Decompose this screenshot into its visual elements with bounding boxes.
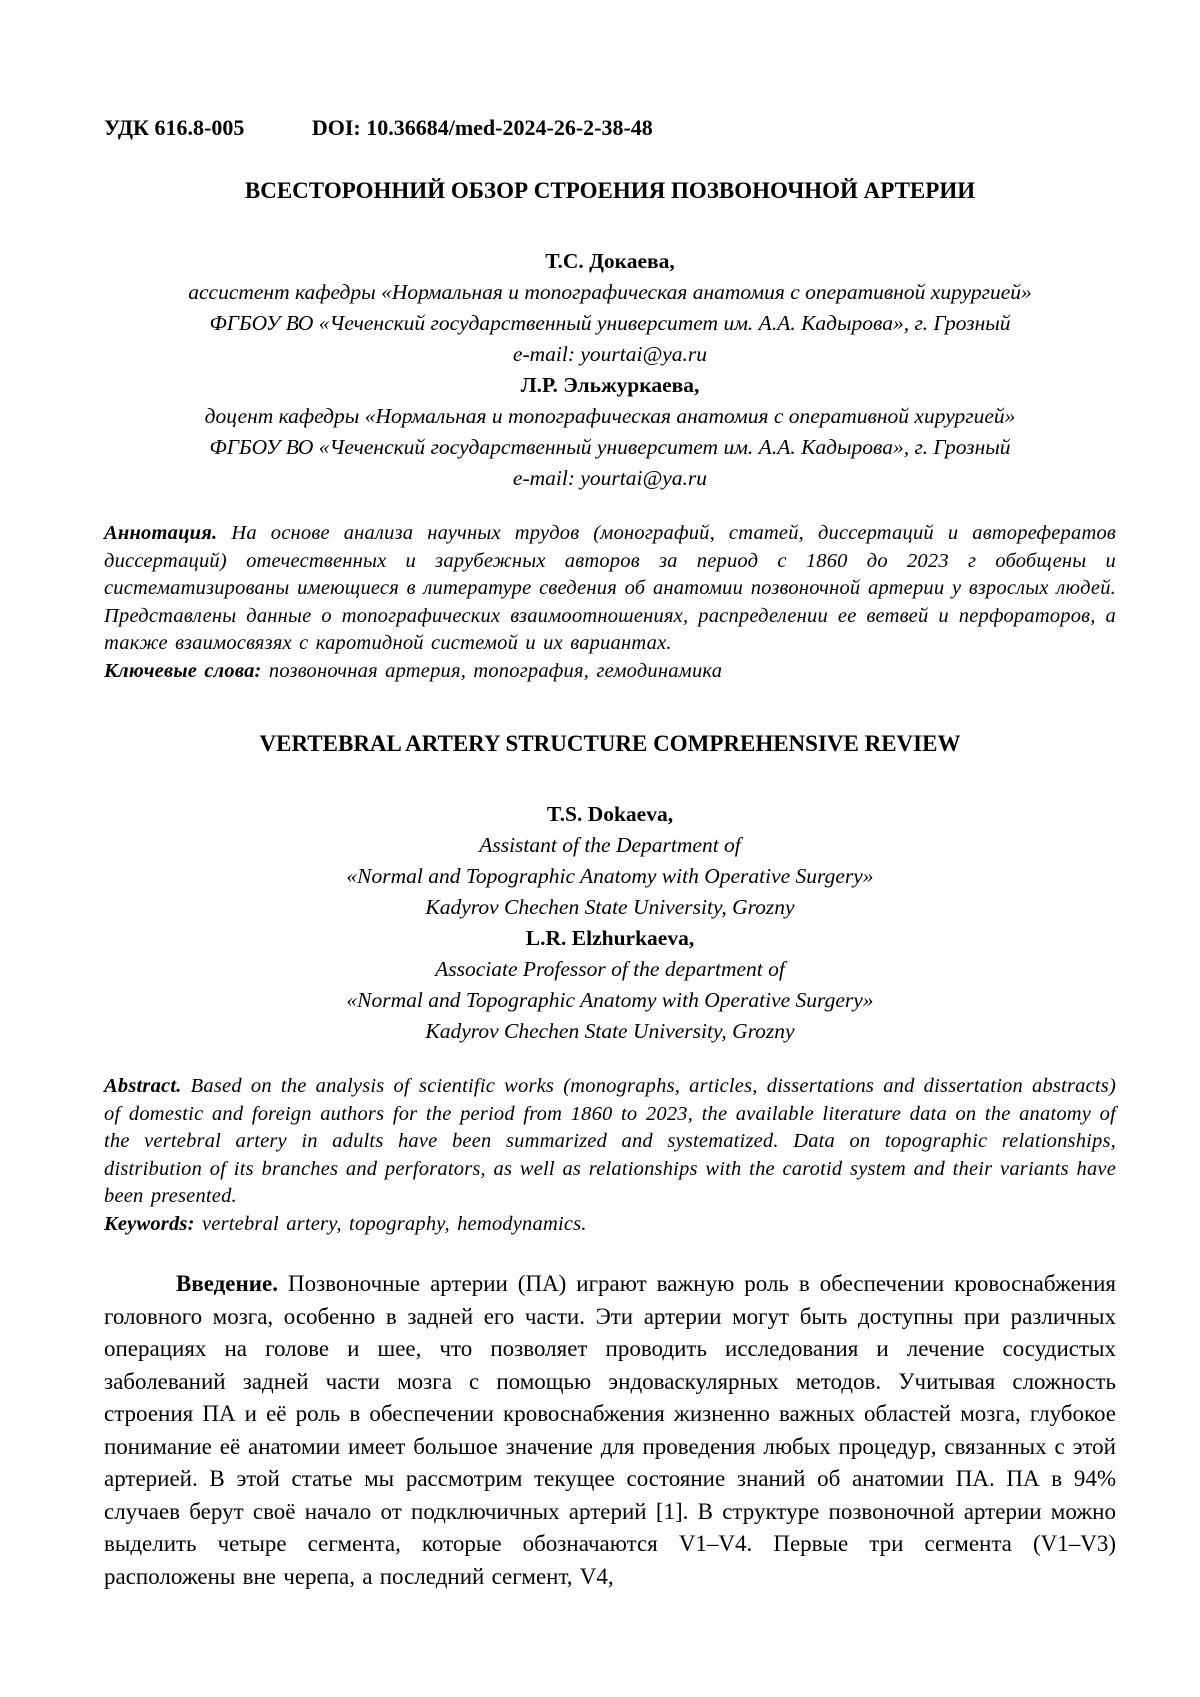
author-ru-1-email: e-mail: yourtai@ya.ru [512, 342, 708, 366]
annotation-ru [104, 520, 1116, 658]
author-ru-1-affiliation: ФГБОУ ВО «Чеченский государственный университет им. А.А. Кадырова», г. Грозный [209, 311, 1011, 335]
author-ru-2-name: Л.Р. Эльжуркаева, [520, 373, 700, 397]
author-en-2-name: L.R. Elzhurkaeva, [525, 926, 695, 950]
udc-doi-row [104, 116, 1116, 140]
keywords-ru-text: позвоночная артерия, топография, гемодинамика [268, 659, 723, 682]
author-ru-2-role: доцент кафедры «Нормальная и топографическая анатомия с оперативной хирургией» [204, 404, 1016, 428]
abstract-en [104, 1073, 1116, 1211]
title-en: VERTEBRAL ARTERY STRUCTURE COMPREHENSIVE REVIEW [259, 731, 961, 756]
author-en-2-affiliation: Kadyrov Chechen State University, Grozny [425, 1019, 795, 1043]
authors-ru-block [104, 246, 1116, 494]
keywords-en [104, 1211, 1116, 1239]
keywords-ru-label: Ключевые слова: [104, 659, 262, 682]
abstract-en-text: Based on the analysis of scientific works (monographs, articles, dissertations and dissertation abstracts) of domestic and foreign authors for the period from 1860 to 2023, the available literature data on the anatomy of the vertebral artery in adults have been summarized and systematized. Data on topographic relationships, distribution of its branches and perforators, as well as relationships with the carotid system and their variants have been presented. [104, 1075, 1117, 1207]
author-en-1-name: T.S. Dokaeva, [546, 802, 674, 826]
title-ru: ВСЕСТОРОННИЙ ОБЗОР СТРОЕНИЯ ПОЗВОНОЧНОЙ АРТЕРИИ [244, 178, 976, 203]
keywords-ru [104, 658, 1116, 686]
introduction-paragraph [104, 1268, 1116, 1593]
udc-code: УДК 616.8-005 [104, 115, 245, 140]
introduction-label: Введение. [176, 1271, 278, 1296]
author-en-2-department: «Normal and Topographic Anatomy with Operative Surgery» [346, 988, 874, 1012]
author-ru-1-role: ассистент кафедры «Нормальная и топографическая анатомия с оперативной хирургией» [188, 280, 1032, 304]
author-en-1-department: «Normal and Topographic Anatomy with Operative Surgery» [346, 864, 874, 888]
introduction-text: Позвоночные артерии (ПА) играют важную роль в обеспечении кровоснабжения головного мозга, особенно в задней его части. Эти артерии могут быть доступны при различных операциях на голове и шее, что позволяет проводить исследования и лечение сосудистых заболеваний задней части мозга с помощью эндоваскулярных методов. Учитывая сложность строения ПА и её роль в обеспечении кровоснабжения жизненно важных областей мозга, глубокое понимание её анатомии имеет большое значение для проведения любых процедур, связанных с этой артерией. В этой статье мы рассмотрим текущее состояние знаний об анатомии ПА. ПА в 94% случаев берут своё начало от подключичных артерий [1]. В структуре позвоночной артерии можно выделить четыре сегмента, которые обозначаются V1–V4. Первые три сегмента (V1–V3) расположены вне черепа, а последний сегмент, V4, [104, 1271, 1117, 1589]
author-en-1-affiliation: Kadyrov Chechen State University, Grozny [425, 895, 795, 919]
annotation-ru-text: На основе анализа научных трудов (монографий, статей, диссертаций и авторефератов диссертаций) отечественных и зарубежных авторов за период с 1860 до 2023 г обобщены и систематизированы имеющиеся в литературе сведения об анатомии позвоночной артерии у взрослых людей. Представлены данные о топографических взаимоотношениях, распределении ее ветвей и перфораторов, а также взаимосвязях с каротидной системой и их вариантах. [104, 522, 1117, 654]
author-en-2-role: Associate Professor of the department of [435, 957, 785, 981]
keywords-en-label: Keywords: [104, 1212, 195, 1235]
author-ru-1-name: Т.С. Докаева, [545, 249, 675, 273]
author-ru-2-email: e-mail: yourtai@ya.ru [512, 466, 708, 490]
doi-code: DOI: 10.36684/med-2024-26-2-38-48 [311, 115, 653, 140]
abstract-en-label: Abstract. [104, 1075, 182, 1097]
author-en-1-role: Assistant of the Department of [479, 833, 741, 857]
keywords-en-text: vertebral artery, topography, hemodynamics. [201, 1212, 587, 1235]
authors-en-block [104, 799, 1116, 1047]
annotation-ru-label: Аннотация. [104, 522, 218, 544]
author-ru-2-affiliation: ФГБОУ ВО «Чеченский государственный университет им. А.А. Кадырова», г. Грозный [209, 435, 1011, 459]
